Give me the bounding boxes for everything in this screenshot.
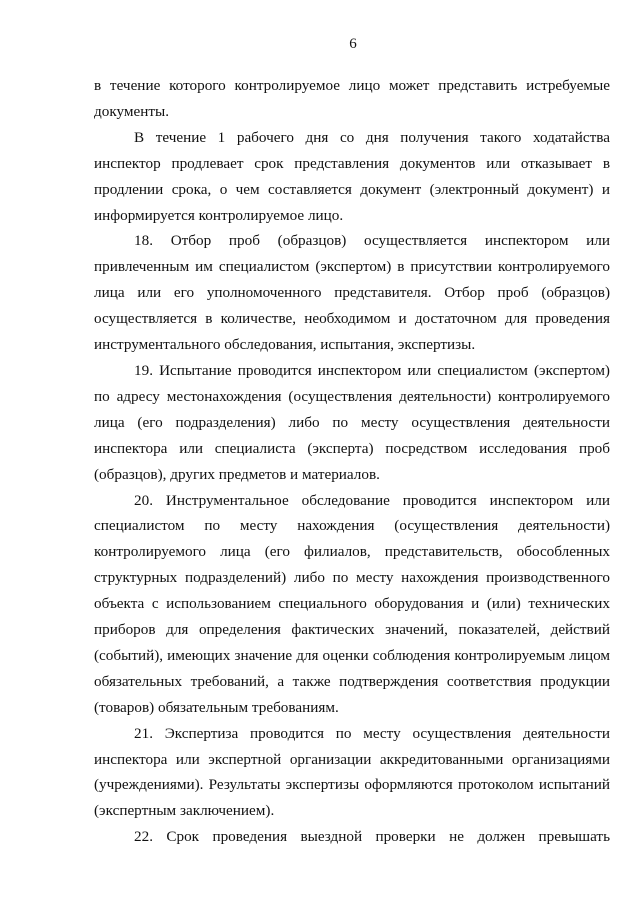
paragraph-continuation: в течение которого контролируемое лицо может представить истребуемые документы. [94,77,610,120]
page-number: 6 [349,36,357,52]
paragraph-19-testing: 19. Испытание проводится инспектором или специалистом (экспертом) по адресу местонахождения (осуществления деятельности) контролируемого лица (его подразделения) либо по месту осуществления деятельности инспектора или специалиста (эксперта) посредством исследования проб (образцов), других предметов и материалов. [94,361,610,483]
paragraph-petition-term: В течение 1 рабочего дня со дня получения такого ходатайства инспектор продлевает срок представления документов или отказывает в продлении срока, о чем составляется документ (электронный документ) и информируется контролируемое лицо. [94,128,610,224]
paragraph-21-expertise: 21. Экспертиза проводится по месту осуществления деятельности инспектора или экспертной организации аккредитованными организациями (учреждениями). Результаты экспертизы оформляются протоколом испытаний (экспертным заключением). [94,724,610,820]
paragraph-22-inspection-term: 22. Срок проведения выездной проверки не должен превышать [134,828,610,846]
paragraph-18-sampling: 18. Отбор проб (образцов) осуществляется инспектором или привлеченным им специалистом (экспертом) в присутствии контролируемого лица или его уполномоченного представителя. Отбор проб (образцов) осуществляется в количестве, необходимом и достаточном для проведения инструментального обследования, испытания, экспертизы. [94,232,610,354]
paragraph-20-instrumental-inspection: 20. Инструментальное обследование проводится инспектором или специалистом по месту нахождения (осуществления деятельности) контролируемого лица (его филиалов, представительств, обособленных структурных подразделений) либо по месту нахождения производственного объекта с использованием специального оборудования и (или) технических приборов для определения фактических значений, показателей, действий (событий), имеющих значение для оценки соблюдения контролируемым лицом обязательных требований, а также подтверждения соответствия продукции (товаров) обязательным требованиям. [94,491,610,716]
